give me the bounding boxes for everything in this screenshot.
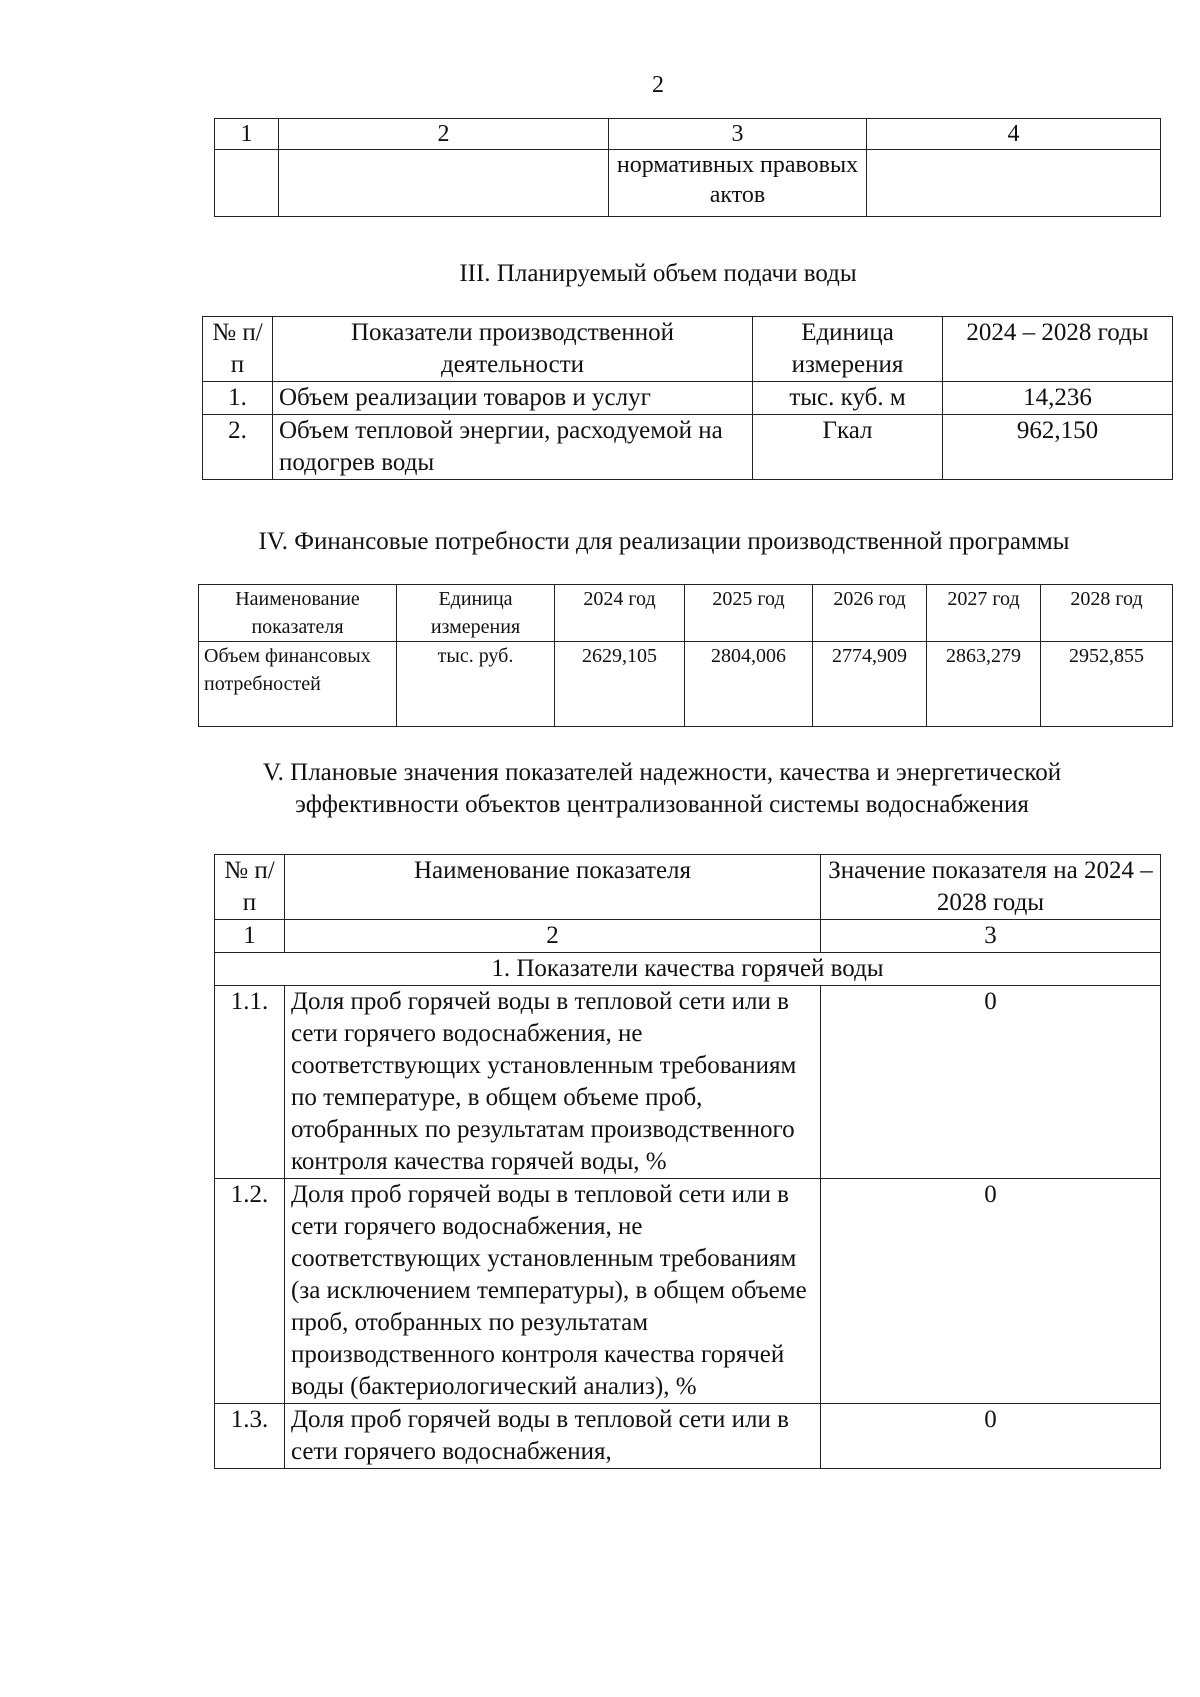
row-value: 0 (821, 1404, 1161, 1469)
group-title: 1. Показатели качества горячей воды (215, 953, 1161, 986)
column-number-cell: 1 (215, 119, 279, 150)
section-title: III. Планируемый объем подачи воды (459, 260, 857, 287)
table-row (215, 1179, 1161, 1404)
row-indicator: Объем тепловой энергии, расходуемой на подогрев воды (273, 415, 753, 480)
row-num: 1. (203, 382, 273, 415)
row-name: Доля проб горячей воды в тепловой сети или в сети горячего водоснабжения, не соответствующих установленным требованиям (за исключением температуры), в общем объеме проб, отобранных по результатам производственного контроля качества горячей воды (бактериологический анализ), % (285, 1179, 821, 1404)
row-value: 962,150 (943, 415, 1173, 480)
column-number-cell: 2 (279, 119, 609, 150)
header-year: 2026 год (813, 585, 927, 642)
header-num: № п/п (203, 317, 273, 382)
header-year: 2025 год (685, 585, 813, 642)
table-row (203, 415, 1173, 480)
financial-needs-table (198, 584, 1173, 727)
header-num: № п/п (215, 855, 285, 920)
row-unit: тыс. куб. м (753, 382, 943, 415)
water-supply-table (202, 316, 1173, 480)
table-row (199, 642, 1173, 727)
header-unit: Единица измерения (397, 585, 555, 642)
table-cell (215, 150, 279, 217)
column-numbers-row (215, 920, 1161, 953)
row-num: 2. (203, 415, 273, 480)
row-value: 0 (821, 986, 1161, 1179)
row-num: 1.2. (215, 1179, 285, 1404)
row-unit: тыс. руб. (397, 642, 555, 727)
section-subtitle: эффективности объектов централизованной системы водоснабжения (295, 791, 1029, 818)
table-cell: нормативных правовых актов (609, 150, 867, 217)
row-value: 14,236 (943, 382, 1173, 415)
column-number-cell: 2 (285, 920, 821, 953)
row-value: 2863,279 (927, 642, 1041, 727)
row-name: Доля проб горячей воды в тепловой сети или в сети горячего водоснабжения, не соответствующих установленным требованиям по температуре, в общем объеме проб, отобранных по результатам производственного контроля качества горячей воды, % (285, 986, 821, 1179)
header-unit: Единица измерения (753, 317, 943, 382)
row-num: 1.1. (215, 986, 285, 1179)
continuation-table (214, 118, 1161, 217)
table-header-row (215, 119, 1161, 150)
row-value: 2804,006 (685, 642, 813, 727)
row-name: Доля проб горячей воды в тепловой сети или в сети горячего водоснабжения, (285, 1404, 821, 1469)
section-title: IV. Финансовые потребности для реализации производственной программы (258, 528, 1070, 555)
page-number: 2 (652, 72, 664, 98)
table-row (203, 382, 1173, 415)
indicators-table (214, 854, 1161, 1469)
row-unit: Гкал (753, 415, 943, 480)
column-number-cell: 3 (609, 119, 867, 150)
section-title: V. Плановые значения показателей надежности, качества и энергетической (262, 759, 1062, 786)
header-name: Наименование показателя (199, 585, 397, 642)
column-number-cell: 3 (821, 920, 1161, 953)
column-number-cell: 4 (867, 119, 1161, 150)
table-row (215, 1404, 1161, 1469)
header-period: 2024 – 2028 годы (943, 317, 1173, 382)
header-indicator: Показатели производственной деятельности (273, 317, 753, 382)
group-title-row (215, 953, 1161, 986)
table-cell (279, 150, 609, 217)
column-number-cell: 1 (215, 920, 285, 953)
row-value: 2629,105 (555, 642, 685, 727)
header-year: 2028 год (1041, 585, 1173, 642)
header-year: 2027 год (927, 585, 1041, 642)
table-row (215, 150, 1161, 217)
header-year: 2024 год (555, 585, 685, 642)
row-name: Объем финансовых потребностей (199, 642, 397, 727)
row-num: 1.3. (215, 1404, 285, 1469)
header-value: Значение показателя на 2024 – 2028 годы (821, 855, 1161, 920)
table-header-row (199, 585, 1173, 642)
table-cell (867, 150, 1161, 217)
header-name: Наименование показателя (285, 855, 821, 920)
table-row (215, 986, 1161, 1179)
row-value: 2952,855 (1041, 642, 1173, 727)
row-value: 0 (821, 1179, 1161, 1404)
row-value: 2774,909 (813, 642, 927, 727)
row-indicator: Объем реализации товаров и услуг (273, 382, 753, 415)
table-header-row (215, 855, 1161, 920)
table-header-row (203, 317, 1173, 382)
